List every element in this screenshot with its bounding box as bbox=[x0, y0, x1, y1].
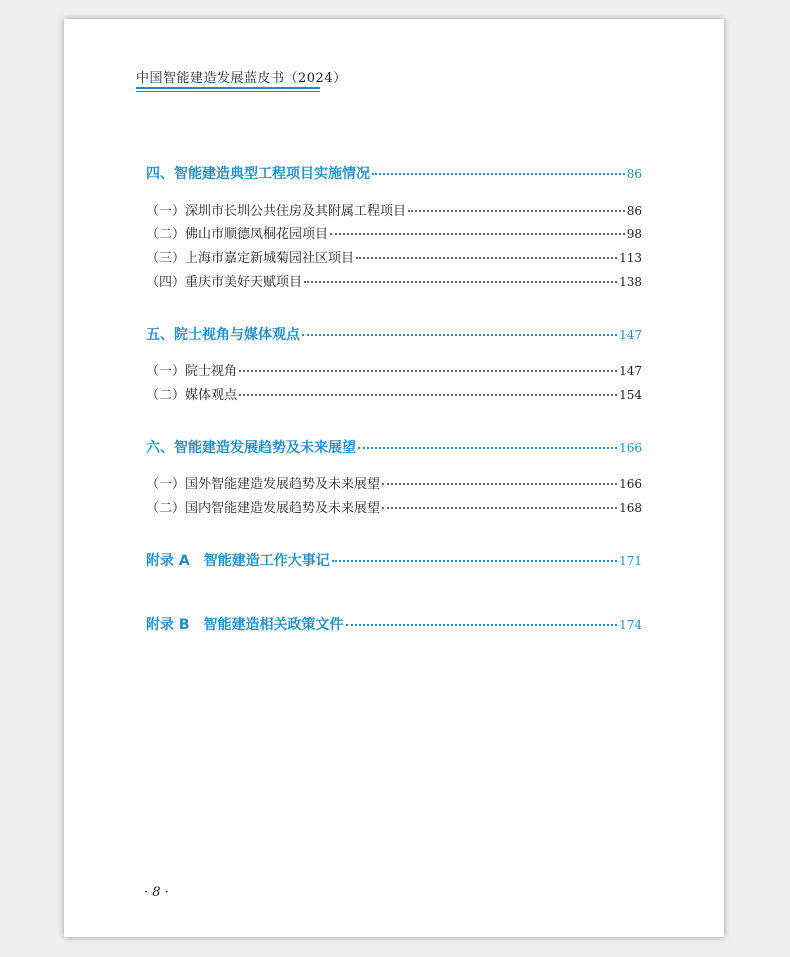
toc-page-number: 154 bbox=[619, 388, 642, 402]
toc-section-title: 附录 B 智能建造相关政策文件 bbox=[146, 617, 344, 633]
dot-leader bbox=[382, 483, 617, 485]
toc-item[interactable] bbox=[146, 497, 642, 516]
toc-appendix-b[interactable] bbox=[146, 614, 642, 634]
toc-item-title: （一）国外智能建造发展趋势及未来展望 bbox=[146, 477, 381, 492]
toc-page-number: 174 bbox=[619, 618, 642, 632]
toc-item[interactable] bbox=[146, 271, 642, 290]
toc-page-number: 86 bbox=[626, 204, 642, 218]
dot-leader bbox=[239, 394, 617, 396]
toc-section-title: 附录 A 智能建造工作大事记 bbox=[146, 553, 330, 569]
toc-item-title: （四）重庆市美好天赋项目 bbox=[146, 275, 303, 290]
toc-section-6[interactable] bbox=[146, 437, 642, 457]
toc-page-number: 166 bbox=[619, 441, 642, 455]
page-number: · 8 · bbox=[144, 885, 169, 900]
toc-page-number: 86 bbox=[626, 167, 642, 181]
toc-item[interactable] bbox=[146, 223, 642, 242]
toc-page-number: 168 bbox=[619, 501, 642, 515]
toc-page-number: 171 bbox=[619, 554, 642, 568]
toc-item-title: （二）国内智能建造发展趋势及未来展望 bbox=[146, 501, 381, 516]
toc-section-title: 四、智能建造典型工程项目实施情况 bbox=[146, 166, 370, 182]
toc-item-title: （二）媒体观点 bbox=[146, 388, 238, 403]
dot-leader bbox=[372, 173, 625, 175]
toc-section-5[interactable] bbox=[146, 324, 642, 344]
running-header: 中国智能建造发展蓝皮书（2024） bbox=[136, 71, 347, 86]
dot-leader bbox=[304, 281, 617, 283]
toc-page-number: 147 bbox=[619, 328, 642, 342]
toc-item[interactable] bbox=[146, 360, 642, 379]
toc-section-title: 五、院士视角与媒体观点 bbox=[146, 327, 300, 343]
dot-leader bbox=[358, 447, 617, 449]
toc-page-number: 98 bbox=[626, 227, 642, 241]
toc-item[interactable] bbox=[146, 473, 642, 492]
dot-leader bbox=[332, 560, 617, 562]
toc-section-4[interactable] bbox=[146, 163, 642, 183]
toc-item[interactable] bbox=[146, 247, 642, 266]
dot-leader bbox=[239, 370, 617, 372]
toc-page-number: 138 bbox=[619, 275, 642, 289]
toc-item-title: （一）深圳市长圳公共住房及其附属工程项目 bbox=[146, 204, 407, 219]
toc-appendix-a[interactable] bbox=[146, 550, 642, 570]
dot-leader bbox=[408, 210, 625, 212]
toc-section-title: 六、智能建造发展趋势及未来展望 bbox=[146, 440, 356, 456]
dot-leader bbox=[382, 507, 617, 509]
dot-leader bbox=[356, 257, 617, 259]
book-page bbox=[64, 19, 724, 937]
toc-item-title: （三）上海市嘉定新城菊园社区项目 bbox=[146, 251, 355, 266]
toc-item-title: （二）佛山市顺德凤桐花园项目 bbox=[146, 227, 329, 242]
toc-page-number: 113 bbox=[619, 251, 642, 265]
toc-page-number: 166 bbox=[619, 477, 642, 491]
toc-item[interactable] bbox=[146, 200, 642, 219]
toc-item[interactable] bbox=[146, 384, 642, 403]
dot-leader bbox=[302, 334, 617, 336]
dot-leader bbox=[330, 233, 625, 235]
header-rule bbox=[136, 87, 320, 92]
dot-leader bbox=[346, 624, 618, 626]
toc-page-number: 147 bbox=[619, 364, 642, 378]
toc-item-title: （一）院士视角 bbox=[146, 364, 238, 379]
